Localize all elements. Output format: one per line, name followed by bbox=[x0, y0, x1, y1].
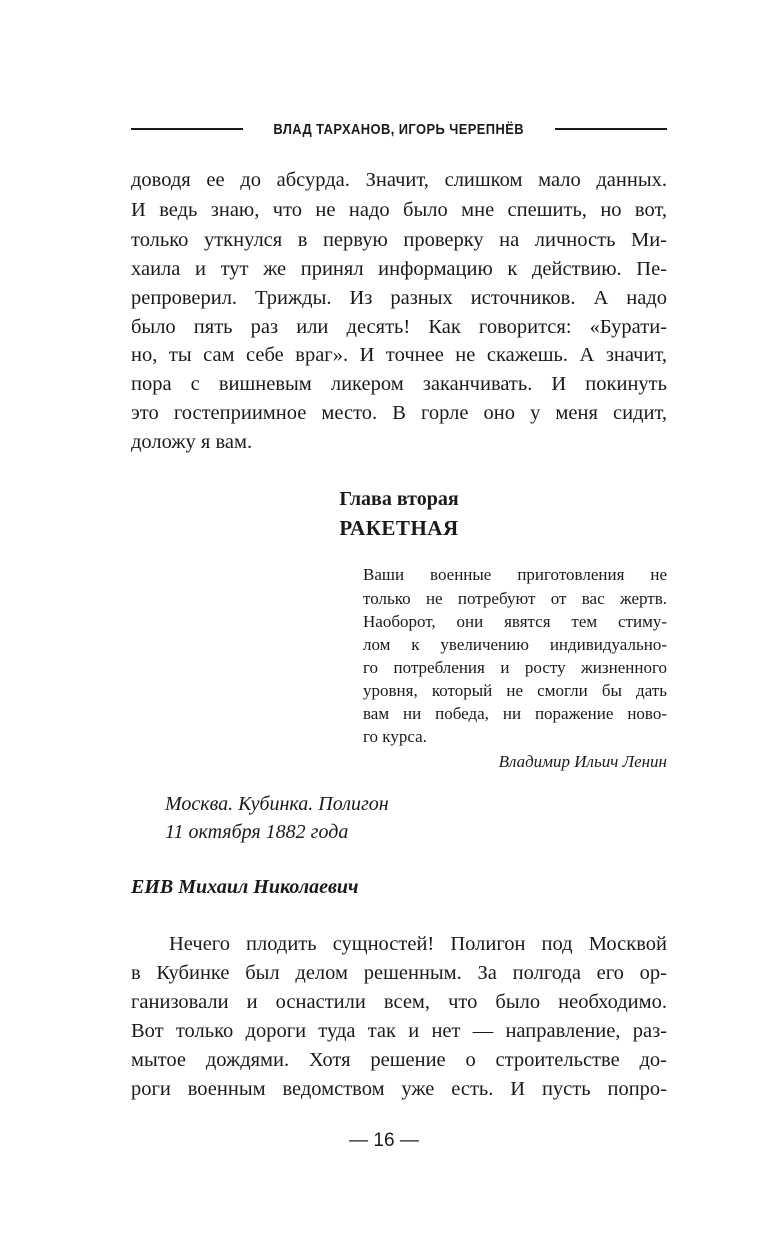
chapter-label: Глава вторая bbox=[339, 488, 459, 510]
text-line: было пять раз или десять! Как говорится: «Бурати- bbox=[131, 316, 667, 338]
text-line: ганизовали и оснастили всем, что было необходимо. bbox=[131, 991, 667, 1013]
epigraph-line: Наоборот, они явятся тем стиму- bbox=[363, 612, 667, 631]
epigraph-line: Ваши военные приготовления не bbox=[363, 565, 667, 584]
epigraph-line: только не потребуют от вас жертв. bbox=[363, 589, 667, 608]
text-line: репроверил. Трижды. Из разных источников. А надо bbox=[131, 287, 667, 309]
page-number: — 16 — bbox=[349, 1130, 419, 1151]
epigraph-line: уровня, который не смогли бы дать bbox=[363, 681, 667, 700]
running-head-rule-right bbox=[555, 128, 667, 130]
epigraph-author: Владимир Ильич Ленин bbox=[498, 752, 667, 771]
text-line: только уткнулся в первую проверку на личность Ми- bbox=[131, 229, 667, 251]
text-line: это гостеприимное место. В горле оно у меня сидит, bbox=[131, 402, 667, 424]
running-head bbox=[131, 117, 667, 141]
text-line: И ведь знаю, что не надо было мне спешить, но вот, bbox=[131, 199, 667, 221]
epigraph-line: вам ни победа, ни поражение ново- bbox=[363, 704, 667, 723]
chapter-title: РАКЕТНАЯ bbox=[339, 516, 459, 540]
running-head-rule-left bbox=[131, 128, 243, 130]
setting-place: Москва. Кубинка. Полигон bbox=[165, 793, 389, 815]
running-head-authors: ВЛАД ТАРХАНОВ, ИГОРЬ ЧЕРЕПНЁВ bbox=[273, 120, 525, 138]
setting-date: 11 октября 1882 года bbox=[165, 821, 349, 843]
text-line: роги военным ведомством уже есть. И пусть попро- bbox=[131, 1078, 667, 1100]
epigraph-line: го потребления и росту жизненного bbox=[363, 658, 667, 677]
pov-heading: ЕИВ Михаил Николаевич bbox=[131, 876, 359, 898]
text-line: хаила и тут же принял информацию к действию. Пе- bbox=[131, 258, 667, 280]
epigraph-line: лом к увеличению индивидуально- bbox=[363, 635, 667, 654]
text-line: доводя ее до абсурда. Значит, слишком мало данных. bbox=[131, 169, 667, 191]
text-line: доложу я вам. bbox=[131, 431, 253, 453]
text-line: пора с вишневым ликером заканчивать. И покинуть bbox=[131, 373, 667, 395]
text-line: мытое дождями. Хотя решение о строительстве до- bbox=[131, 1049, 667, 1071]
text-line: в Кубинке был делом решенным. За полгода его ор- bbox=[131, 962, 667, 984]
text-line: Нечего плодить сущностей! Полигон под Москвой bbox=[169, 933, 667, 955]
epigraph-line: го курса. bbox=[363, 727, 427, 746]
text-line: но, ты сам себе враг». И точнее не скажешь. А значит, bbox=[131, 344, 667, 366]
text-line: Вот только дороги туда так и нет — направление, раз- bbox=[131, 1020, 667, 1042]
